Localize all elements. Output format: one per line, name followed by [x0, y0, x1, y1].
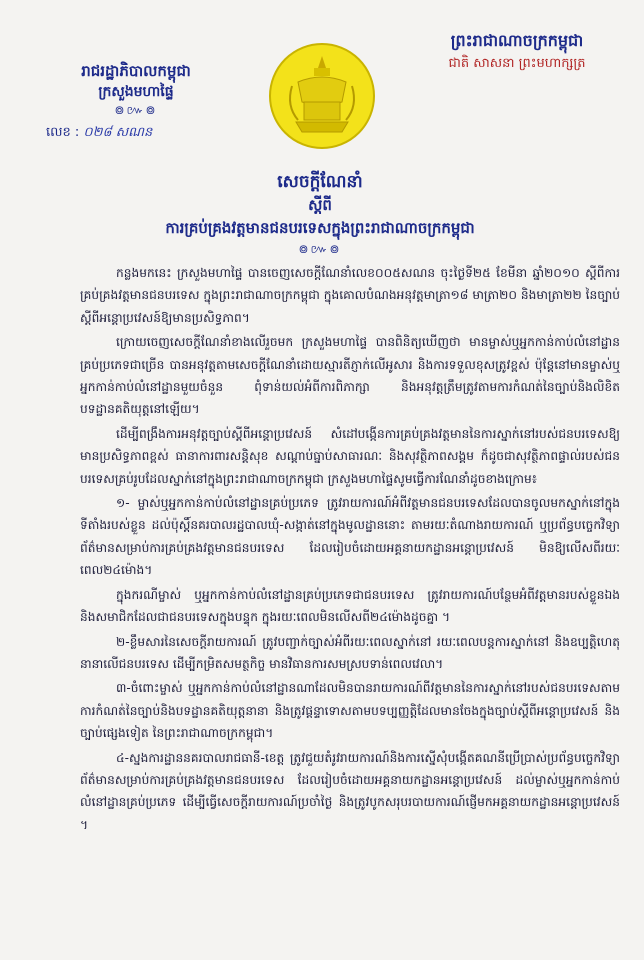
paragraph-3: ដើម្បីពង្រឹងការអនុវត្តច្បាប់ស្តីពីអន្តោប្រវេសន៍ សំដៅបង្កើនការគ្រប់គ្រងវត្តមាននៃការស្នាក់នៅរបស់ជនបរទេសឱ្យមានប្រសិទ្ធភាពខ្ពស់ ធានាការពារសន្តិសុខ សណ្តាប់ធ្នាប់សាធារណៈ និងសុវត្ថិភាពសង្គម ក៏ដូចជាសុវត្ថិភាពផ្ទាល់របស់ជនបរទេសគ្រប់រូបដែលស្នាក់នៅក្នុងព្រះរាជាណាចក្រកម្ពុជា ក្រសួងមហាផ្ទៃសូមធ្វើការណែនាំដូចខាងក្រោម៖: [80, 426, 620, 486]
document-title: [80, 170, 560, 258]
paragraph-item-4: ៤-ស្នងការដ្ឋាននគរបាលរាជធានី-ខេត្ត ត្រូវជួយតំរូវរាយការណ៍និងការស្នើសុំបង្កើតគណនីប្រើប្រាស់ប្រព័ន្ធបច្ចេកវិទ្យាព័ត៌មានសម្រាប់ការគ្រប់គ្រងវត្តមានជនបរទេស ដែលរៀបចំដោយអគ្គនាយកដ្ឋានអន្តោប្រវេសន៍ ដល់ម្ចាស់ឬអ្នកកាន់កាប់លំនៅដ្ឋានគ្រប់ប្រភេទ ដើម្បីធ្វើសេចក្តីរាយការណ៍ប្រចាំថ្ងៃ និងត្រូវបូកសរុបរបាយការណ៍ផ្ញើមកអគ្គនាយកដ្ឋានអន្តោប្រវេសន៍ ។: [80, 750, 620, 832]
kingdom-header: [424, 28, 610, 74]
reference-number: [46, 124, 152, 143]
title-ornament: ៙៚៙: [298, 242, 342, 256]
paragraph-1: កន្លងមកនេះ ក្រសួងមហាផ្ទៃ បានចេញសេចក្តីណែនាំលេខ០០៥សណន ចុះថ្ងៃទី២៥ ខែមីនា ឆ្នាំ២០១០ ស្តីពីការគ្រប់គ្រងវត្តមានជនបរទេស ក្នុងព្រះរាជាណាចក្រកម្ពុជា ក្នុងគោលបំណងអនុវត្តមាត្រា១៨ មាត្រា២០ និងមាត្រា២២ នៃច្បាប់ស្តីពីអន្តោប្រវេសន៍ឱ្យមានប្រសិទ្ធភាព។: [80, 266, 620, 325]
paragraph-item-1: ១- ម្ចាស់ឬអ្នកកាន់កាប់លំនៅដ្ឋានគ្រប់ប្រភេទ ត្រូវរាយការណ៍អំពីវត្តមានជនបរទេសដែលបានចូលមកស្នាក់នៅក្នុងទីតាំងរបស់ខ្លួន ដល់ប៉ុស្តិ៍នគរបាលរដ្ឋបាលឃុំ-សង្កាត់នៅក្នុងមូលដ្ឋាននោះ តាមរយៈតំណាងរាយការណ៍ ឬប្រព័ន្ធបច្ចេកវិទ្យាព័ត៌មានសម្រាប់ការគ្រប់គ្រងវត្តមានជនបរទេស ដែលរៀបចំដោយអគ្គនាយកដ្ឋានអន្តោប្រវេសន៍ មិនឱ្យលើសពីរយៈពេល២៤ម៉ោង។: [80, 496, 620, 578]
paragraph-2: ក្រោយចេញសេចក្តីណែនាំខាងលើរួចមក ក្រសួងមហាផ្ទៃ បានពិនិត្យឃើញថា មានម្ចាស់ឬអ្នកកាន់កាប់លំនៅដ្ឋានគ្រប់ប្រភេទជាច្រើន បានអនុវត្តតាមសេចក្តីណែនាំដោយស្មារតីភ្ញាក់លើអូសារ និងការទទួលខុសត្រូវខ្ពស់ ប៉ុន្តែនៅមានម្ចាស់ឬអ្នកកាន់កាប់លំនៅដ្ឋានមួយចំនួន ពុំទាន់យល់អំពីការពិភាក្សា និងអនុវត្តត្រឹមត្រូវតាមការកំណត់នៃច្បាប់និងលិខិតបទដ្ឋានគតិយុត្តនៅឡើយ។: [80, 335, 620, 417]
kingdom-name: ព្រះរាជាណាចក្រកម្ពុជា: [450, 31, 584, 50]
government-name: រាជរដ្ឋាភិបាលកម្ពុជា: [81, 62, 191, 80]
title-line-3: ការគ្រប់គ្រងវត្តមានជនបរទេសក្នុងព្រះរាជាណាចក្រកម្ពុជា: [165, 219, 475, 237]
royal-arms-emblem-icon: [268, 42, 376, 150]
national-motto: ជាតិ សាសនា ព្រះមហាក្សត្រ: [448, 56, 586, 71]
paragraph-item-2: ២-ខ្លឹមសារនៃសេចក្តីរាយការណ៍ ត្រូវបញ្ជាក់ច្បាស់អំពីរយៈពេលស្នាក់នៅ រយៈពេលបន្តការស្នាក់នៅ និងឧប្បត្តិហេតុនានាលើជនបរទេស ដើម្បីកម្រិតសមត្ថកិច្ច មានវិធានការសមស្របទាន់ពេលវេលា។: [80, 634, 620, 671]
paragraph-item-3: ៣-ចំពោះម្ចាស់ ឬអ្នកកាន់កាប់លំនៅដ្ឋានណាដែលមិនបានរាយការណ៍ពីវត្តមាននៃការស្នាក់នៅរបស់ជនបរទេសតាមការកំណត់នៃច្បាប់និងបទដ្ឋានគតិយុត្តនានា និងត្រូវផ្តន្ទាទោសតាមបទប្បញ្ញត្តិដែលមានចែងក្នុងច្បាប់ស្តីពីអន្តោប្រវេសន៍ និងច្បាប់ផ្សេងទៀត នៃព្រះរាជាណាចក្រកម្ពុជា។: [80, 681, 620, 741]
document-body: [80, 262, 620, 838]
paragraph-item-1-note: ក្នុងករណីម្ចាស់ ឬអ្នកកាន់កាប់លំនៅដ្ឋានគ្រប់ប្រភេទជាជនបរទេស ត្រូវរាយការណ៍បន្ថែមអំពីវត្តមានរបស់ខ្លួនឯង និងសមាជិកដែលជាជនបរទេសក្នុងបន្ទុក ក្នុងរយៈពេលមិនលើសពី២៤ម៉ោងដូចគ្នា ។: [80, 587, 620, 625]
ministry-name: ក្រសួងមហាផ្ទៃ: [98, 84, 174, 100]
ministry-header: [46, 60, 216, 140]
title-line-1: សេចក្តីណែនាំ: [277, 172, 363, 192]
reference-value: ០២៨ សណន: [83, 125, 153, 140]
reference-prefix: លេខ :: [46, 125, 80, 140]
title-line-2: ស្តីពី: [308, 196, 332, 214]
ornament-divider: ៙៚៙: [114, 103, 158, 117]
